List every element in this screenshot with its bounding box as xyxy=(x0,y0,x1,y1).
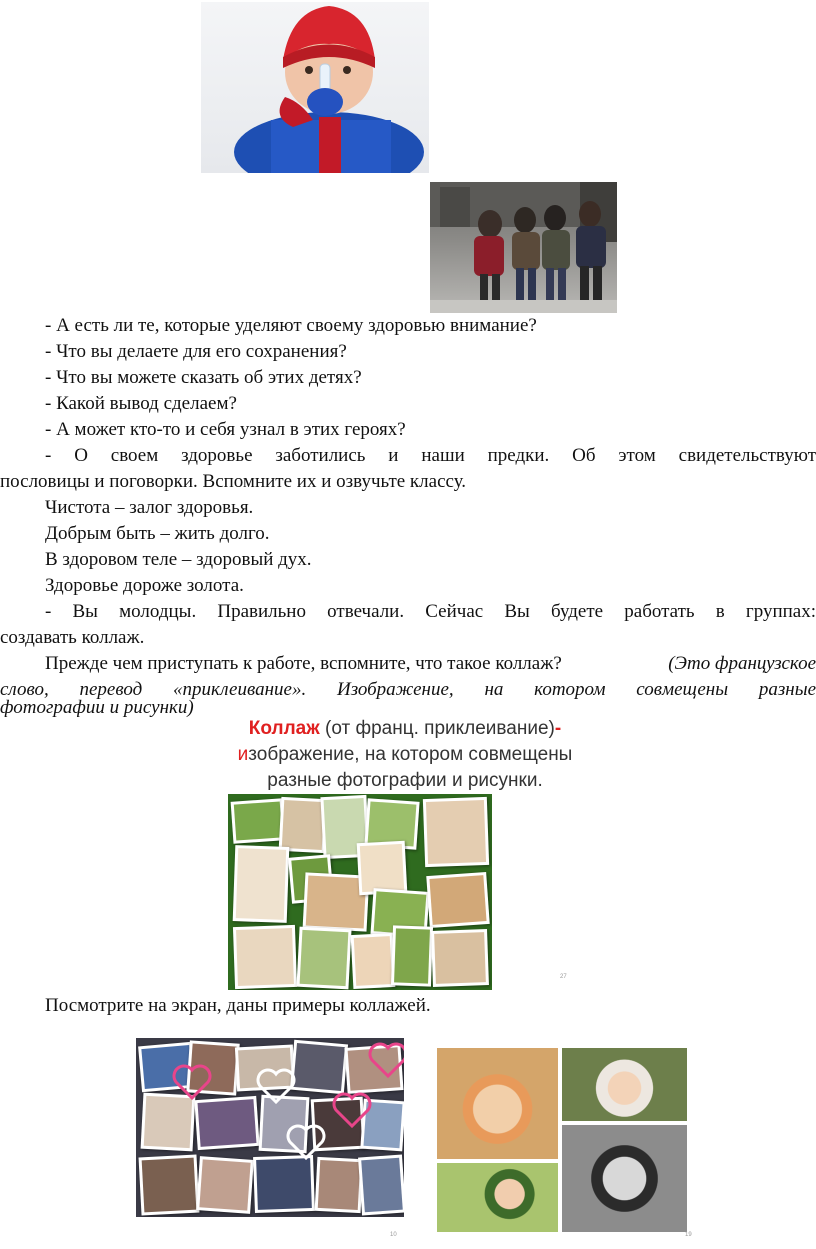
right-page-number: 19 xyxy=(685,1232,692,1238)
girls-collage-photo xyxy=(228,794,492,990)
collage-answer-line-2: слово, перевод «приклеивание». Изображение, на котором совмещены разные xyxy=(0,679,816,700)
proverb-4: Здоровье дороже золота. xyxy=(45,575,244,596)
question-conclusion: - Какой вывод сделаем? xyxy=(45,393,237,414)
heart-icon xyxy=(332,1092,372,1128)
slide-def-2-first: и xyxy=(237,744,249,765)
slide-line-2 xyxy=(205,742,605,768)
slide-def-1: (от франц. приклеивание) xyxy=(319,718,555,739)
slide-def-2-rest: зображение, на котором совмещены xyxy=(248,744,573,765)
proverb-1: Чистота – залог здоровья. xyxy=(45,497,254,518)
ancestors-line-2: пословицы и поговорки. Вспомните их и озвучьте классу. xyxy=(0,471,467,492)
hearts-collage-photo xyxy=(136,1038,404,1217)
collage-question: Прежде чем приступать к работе, вспомните, что такое коллаж? xyxy=(45,653,562,674)
slide-term: Коллаж xyxy=(248,718,320,739)
people-walking-photo xyxy=(430,182,617,313)
question-heroes: - А может кто-то и себя узнал в этих героях? xyxy=(45,419,406,440)
proverb-2: Добрым быть – жить долго. xyxy=(45,523,270,544)
slide-line-1 xyxy=(205,716,605,742)
children-collage-photo xyxy=(437,1048,687,1232)
groups-line-1: - Вы молодцы. Правильно отвечали. Сейчас Вы будете работать в группах: xyxy=(45,601,816,622)
collage-answer-line-3: фотографии и рисунки) xyxy=(0,697,194,718)
groups-line-2: создавать коллаж. xyxy=(0,627,145,648)
people-walking-image xyxy=(430,182,617,313)
portrait-boy-park xyxy=(437,1163,558,1232)
portrait-girl-scarf xyxy=(562,1048,687,1121)
heart-icon xyxy=(286,1124,326,1160)
question-attention: - А есть ли те, которые уделяют своему здоровью внимание? xyxy=(45,315,537,336)
heart-icon xyxy=(256,1068,296,1104)
collage-answer-start: (Это французское xyxy=(668,653,816,674)
heart-icon xyxy=(368,1042,404,1078)
heart-icon xyxy=(172,1064,212,1100)
ancestors-line-1: - О своем здоровье заботились и наши предки. Об этом свидетельствуют xyxy=(45,445,816,466)
proverb-3: В здоровом теле – здоровый дух. xyxy=(45,549,312,570)
portrait-girl-blue-dress xyxy=(437,1048,558,1159)
slide-line-3: разные фотографии и рисунки. xyxy=(267,770,543,791)
screen-examples-text: Посмотрите на экран, даны примеры коллажей. xyxy=(45,995,431,1016)
slide-dash: - xyxy=(554,718,562,739)
boy-winter-image xyxy=(201,2,429,173)
boy-winter-photo xyxy=(201,2,429,173)
question-preserve: - Что вы делаете для его сохранения? xyxy=(45,341,347,362)
question-children: - Что вы можете сказать об этих детях? xyxy=(45,367,362,388)
left-page-number: 10 xyxy=(390,1232,397,1238)
collage-definition-slide xyxy=(205,716,605,792)
collage-question-line-1 xyxy=(0,652,816,676)
slide-page-number: 27 xyxy=(560,974,567,980)
portrait-girl-headphones xyxy=(562,1125,687,1232)
